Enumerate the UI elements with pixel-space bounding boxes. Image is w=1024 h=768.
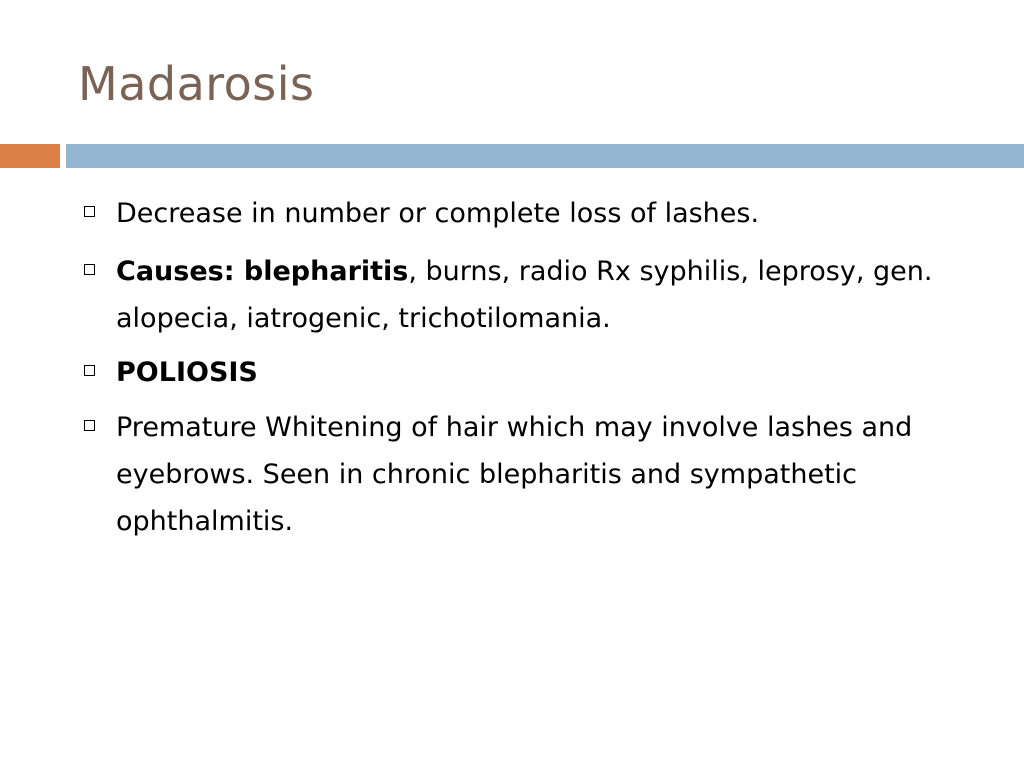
bullet-item-definition [84,190,984,237]
square-outline-bullet-icon [84,264,95,275]
slide-title: Madarosis [78,57,315,111]
accent-bar-blue [66,144,1024,168]
square-outline-bullet-icon [84,365,95,376]
bullet-text: Premature Whitening of hair which may involve lashes and eyebrows. Seen in chronic blepharitis and sympathetic ophthalmitis. [116,412,913,537]
bullet-bold-text: Causes: blepharitis [116,256,409,287]
bullet-item-poliosis [84,349,984,396]
bullet-list [84,190,984,557]
accent-bar-orange [0,144,60,168]
square-outline-bullet-icon [84,206,95,217]
square-outline-bullet-icon [84,420,95,431]
bullet-text: , burns, radio Rx syphilis, leprosy, gen. alopecia, iatrogenic, trichotilomania. [116,256,933,334]
bullet-text: Decrease in number or complete loss of lashes. [116,198,760,229]
bullet-bold-text: POLIOSIS [116,357,258,388]
bullet-item-causes [84,248,984,342]
bullet-item-poliosis-definition [84,404,984,545]
